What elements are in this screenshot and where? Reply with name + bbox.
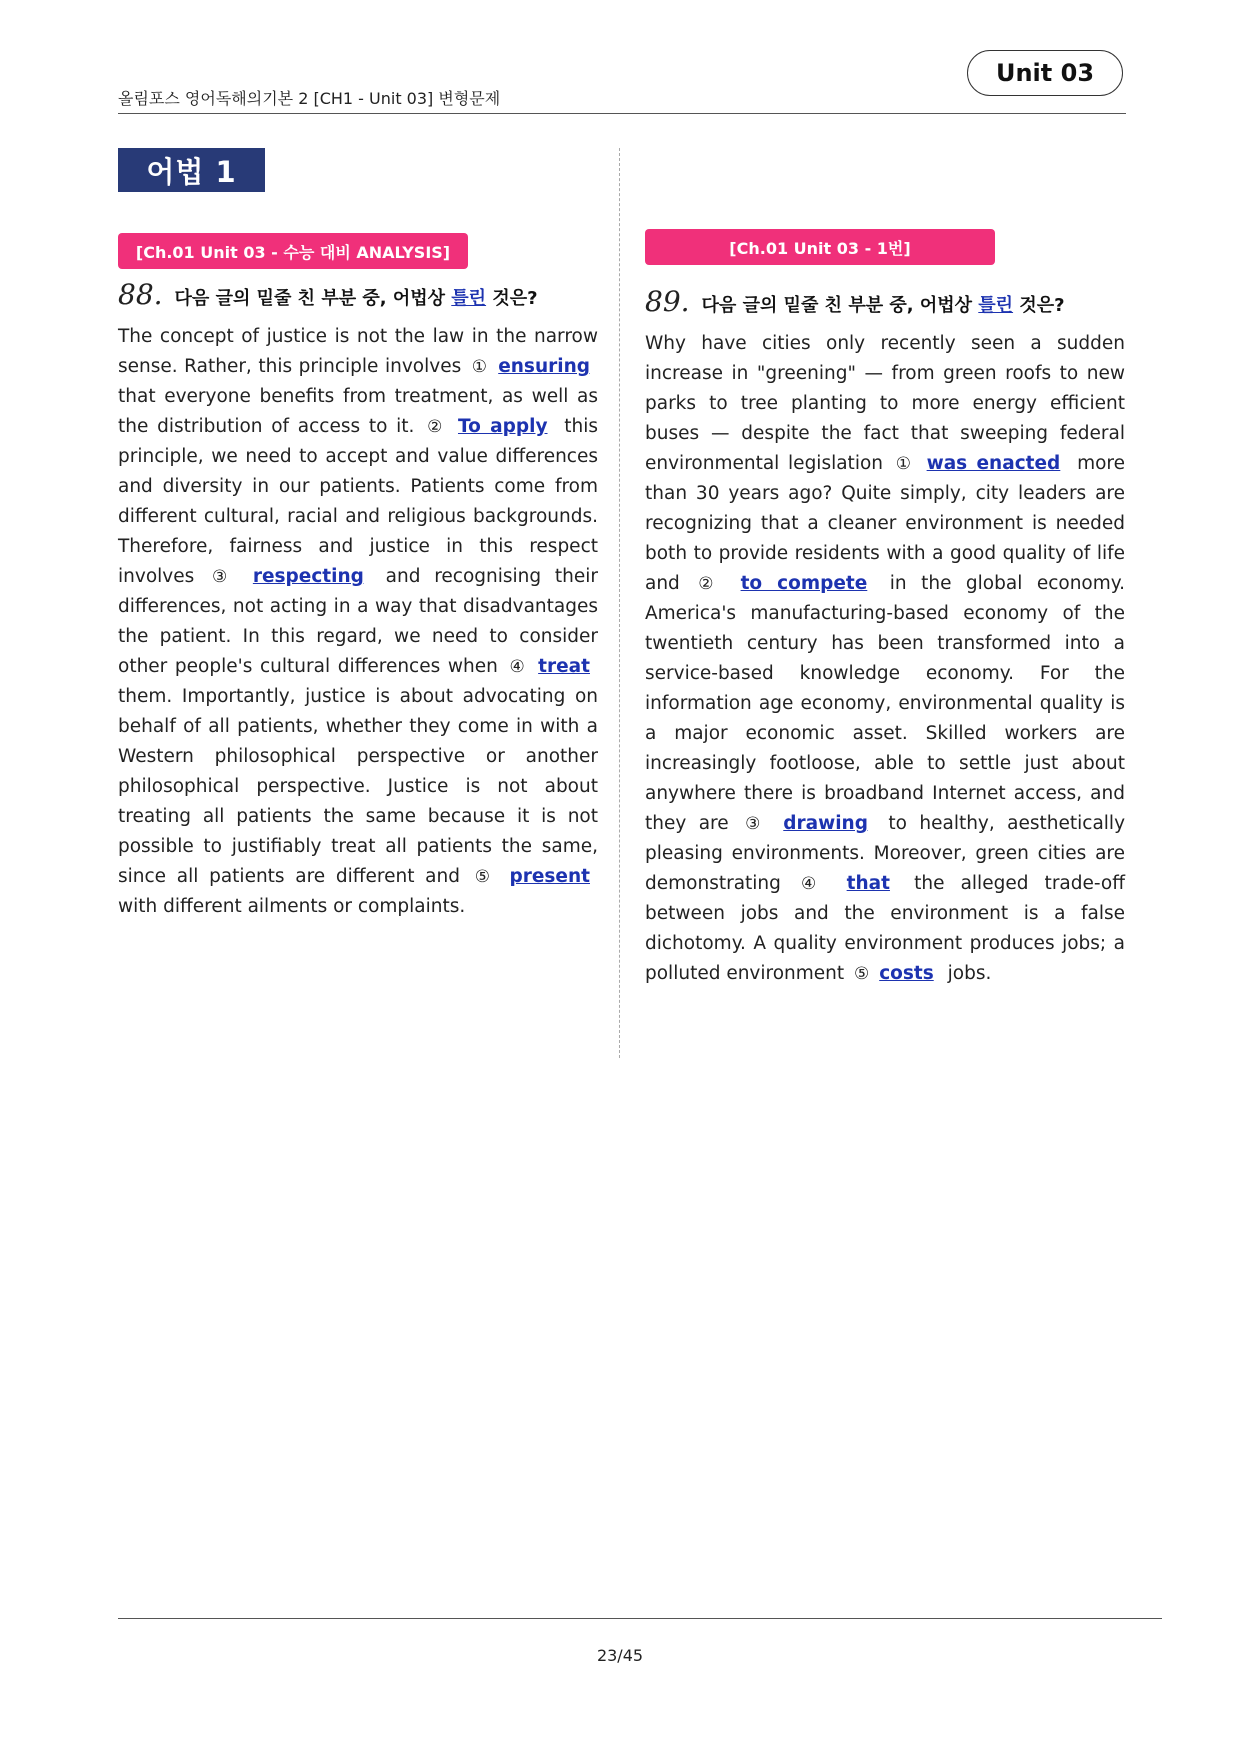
underlined-choice: to compete <box>740 573 868 594</box>
passage-text: that everyone benefits from treatment, as well as the distribution of access to it. <box>118 386 598 437</box>
underlined-choice: To apply <box>457 416 548 437</box>
passage-text: The concept of justice is not the law in the narrow sense. Rather, this principle involves <box>118 326 598 377</box>
underlined-choice: costs <box>879 963 934 984</box>
choice-marker: ⑤ <box>474 867 495 887</box>
column-divider <box>619 148 620 1058</box>
question-89-number: 89. <box>645 285 690 318</box>
choice-marker: ② <box>698 574 723 594</box>
passage-text: jobs. <box>947 963 992 984</box>
underlined-choice: present <box>509 866 590 887</box>
passage-text: in the global economy. America's manufacturing-based economy of the twentieth century has been transformed into a service-based knowledge economy. For the information age economy, environmental quality is a major economic asset. Skilled workers are increasingly footloose, able to settle just about anywhere there is broadband Internet access, and they are <box>645 573 1125 834</box>
choice-marker: ③ <box>212 567 236 587</box>
underlined-choice: treat <box>538 656 590 677</box>
passage-text: to healthy, aesthetically pleasing environments. Moreover, green cities are demonstrating <box>645 813 1126 894</box>
unit-badge: Unit 03 <box>967 50 1123 96</box>
question-89-prompt: 다음 글의 밑줄 친 부분 중, 어법상 틀린 것은? <box>701 295 1065 316</box>
underlined-choice: ensuring <box>498 356 590 377</box>
passage-text: more than 30 years ago? Quite simply, city leaders are recognizing that a cleaner environment is needed both to provide residents with a good quality of life and <box>645 453 1125 594</box>
section-label: 어법 1 <box>118 148 265 192</box>
passage-text: and recognising their differences, not acting in a way that disadvantages the patient. In this regard, we need to consider other people's cultural differences when <box>118 566 598 677</box>
passage-text: the alleged trade-off between jobs and the environment is a false dichotomy. A quality environment produces jobs; a polluted environment <box>645 873 1125 984</box>
question-89-tag: [Ch.01 Unit 03 - 1번] <box>645 229 995 265</box>
page-number: 23/45 <box>596 1646 644 1665</box>
choice-marker: ② <box>427 417 446 437</box>
question-88-number: 88. <box>118 278 163 311</box>
passage-text: them. Importantly, justice is about advocating on behalf of all patients, whether they come in with a Western philosophical perspective or another philosophical perspective. Justice is not about treating all patients the same because it is not possible to justifiably treat all patients the same, since all patients are different and <box>118 686 598 887</box>
footer-divider <box>118 1618 1162 1619</box>
choice-marker: ③ <box>745 814 767 834</box>
choice-marker: ① <box>471 357 488 377</box>
underlined-choice: drawing <box>783 813 868 834</box>
underlined-choice: respecting <box>252 566 364 587</box>
passage-text: this principle, we need to accept and value differences and diversity in our patients. Patients come from different cultural, racial and religious backgrounds. Therefore, fairness and justice in this respect involves <box>118 416 599 587</box>
header-divider <box>118 113 1126 114</box>
question-89-passage <box>645 329 1125 989</box>
underlined-choice: that <box>846 873 890 894</box>
choice-marker: ④ <box>509 657 527 677</box>
question-88-prompt: 다음 글의 밑줄 친 부분 중, 어법상 틀린 것은? <box>174 288 538 309</box>
choice-marker: ⑤ <box>854 964 870 984</box>
question-88-passage <box>118 322 598 922</box>
passage-text: Why have cities only recently seen a sudden increase in "greening" — from green roofs to new parks to tree planting to more energy efficient buses — despite the fact that sweeping federal environmental legislation <box>645 333 1125 474</box>
question-88-tag: [Ch.01 Unit 03 - 수능 대비 ANALYSIS] <box>118 233 468 269</box>
question-88-heading <box>118 278 538 311</box>
passage-text: with different ailments or complaints. <box>118 896 466 917</box>
choice-marker: ① <box>895 454 914 474</box>
underlined-choice: was enacted <box>926 453 1061 474</box>
header-title: 올림포스 영어독해의기본 2 [CH1 - Unit 03] 변형문제 <box>118 89 501 108</box>
question-89-heading <box>645 285 1065 318</box>
choice-marker: ④ <box>801 874 827 894</box>
